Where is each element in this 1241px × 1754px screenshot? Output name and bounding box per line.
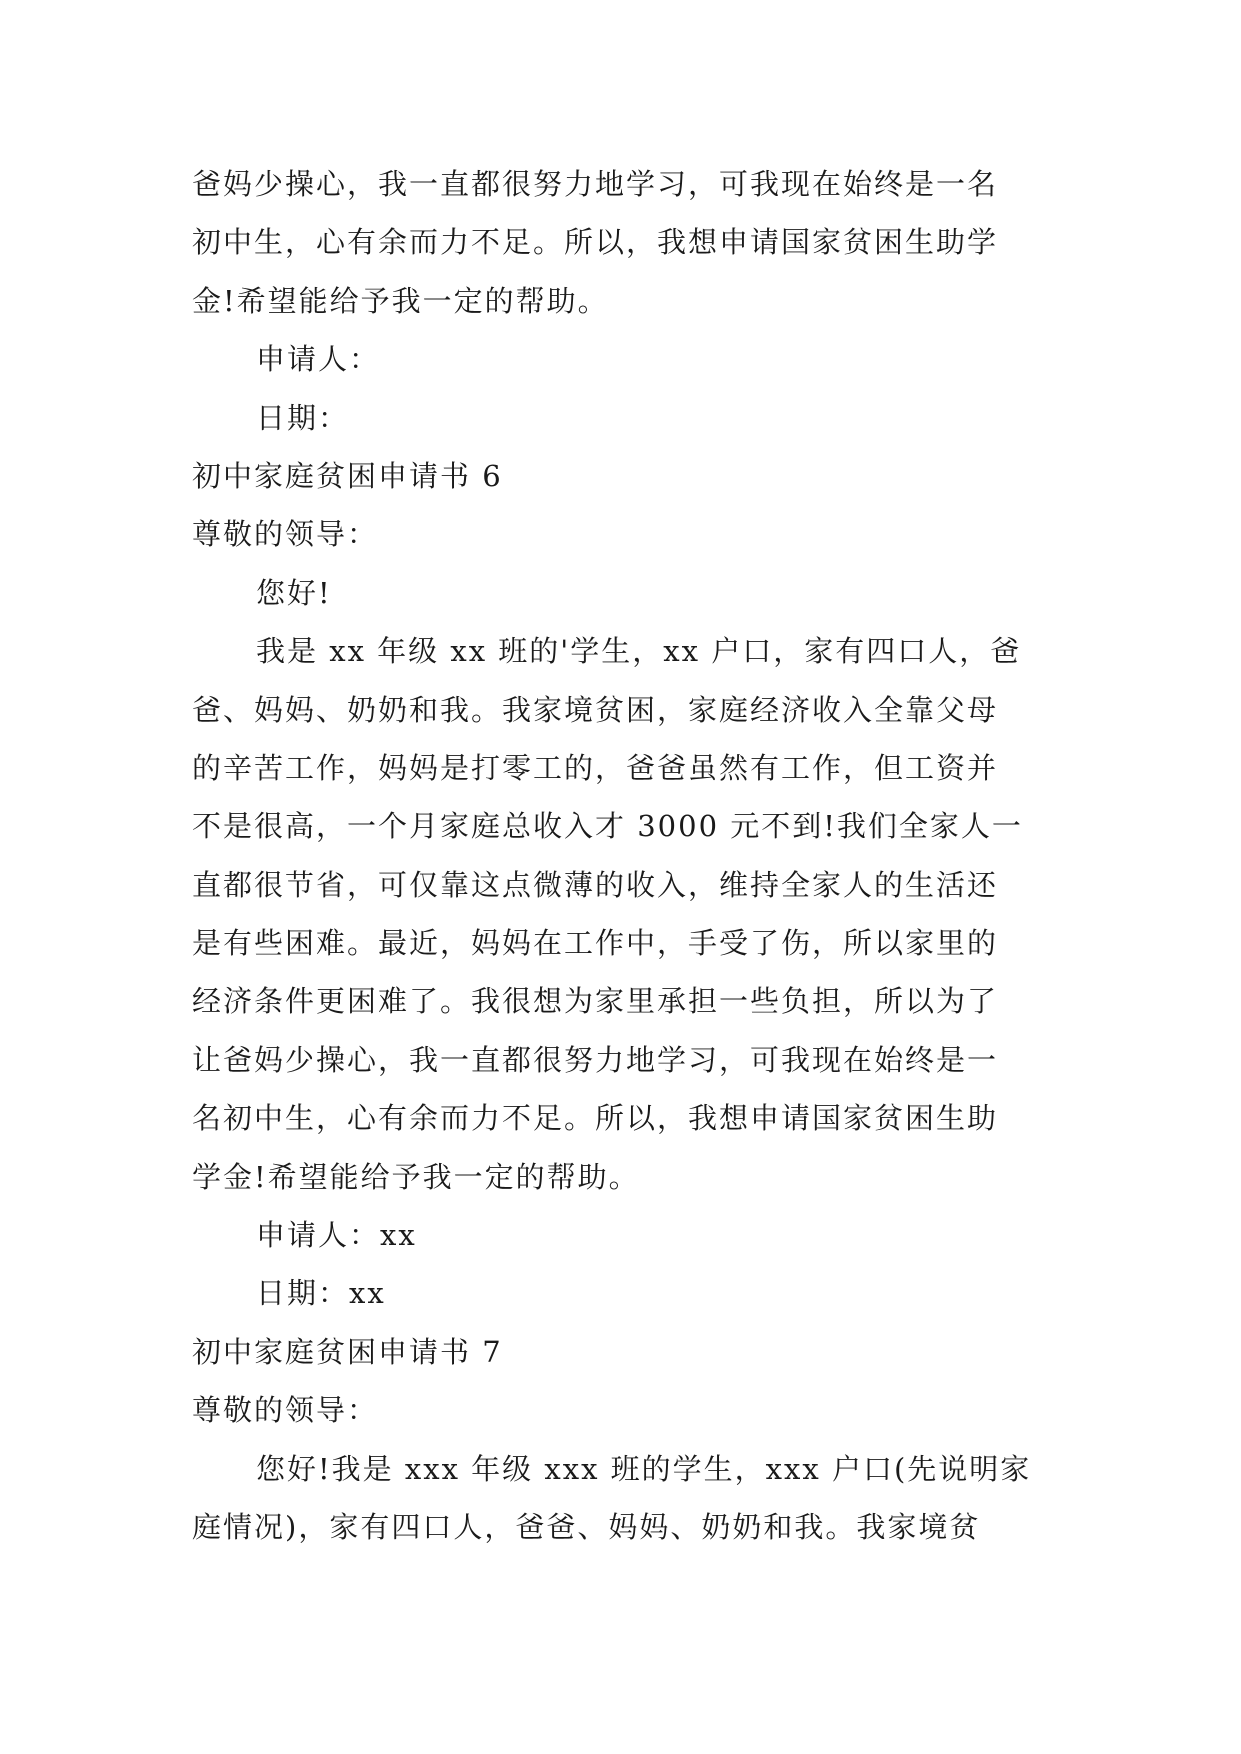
text-line: 爸、妈妈、奶奶和我。我家境贫困，家庭经济收入全靠父母	[192, 692, 999, 727]
greeting: 您好!	[256, 575, 332, 610]
text-line: 名初中生，心有余而力不足。所以，我想申请国家贫困生助	[192, 1101, 999, 1136]
text-line: 金!希望能给予我一定的帮助。	[192, 283, 609, 318]
date-line: 日期：	[256, 400, 350, 435]
salutation: 尊敬的领导：	[192, 517, 379, 552]
date-line: 日期：xx	[256, 1276, 386, 1311]
section-heading: 初中家庭贫困申请书 6	[192, 458, 503, 493]
text-line: 我是 xx 年级 xx 班的'学生，xx 户口，家有四口人，爸	[256, 634, 1022, 669]
text-line: 学金!希望能给予我一定的帮助。	[192, 1159, 640, 1194]
document-page	[192, 155, 1052, 1556]
section-heading: 初中家庭贫困申请书 7	[192, 1334, 503, 1369]
text-line: 不是很高，一个月家庭总收入才 3000 元不到!我们全家人一	[192, 809, 1023, 844]
text-line: 让爸妈少操心，我一直都很努力地学习，可我现在始终是一	[192, 1042, 999, 1077]
text-line: 直都很节省，可仅靠这点微薄的收入，维持全家人的生活还	[192, 867, 999, 902]
text-line: 庭情况)，家有四口人，爸爸、妈妈、奶奶和我。我家境贫	[192, 1509, 981, 1544]
applicant-line: 申请人：xx	[256, 1218, 417, 1253]
text-line: 的辛苦工作，妈妈是打零工的，爸爸虽然有工作，但工资并	[192, 750, 999, 785]
text-line: 初中生，心有余而力不足。所以，我想申请国家贫困生助学	[192, 225, 999, 260]
salutation: 尊敬的领导：	[192, 1393, 379, 1428]
text-line: 是有些困难。最近，妈妈在工作中，手受了伤，所以家里的	[192, 926, 999, 961]
applicant-line: 申请人：	[256, 342, 381, 377]
text-line: 经济条件更困难了。我很想为家里承担一些负担，所以为了	[192, 984, 999, 1019]
text-line: 您好!我是 xxx 年级 xxx 班的学生，xxx 户口(先说明家	[256, 1451, 1032, 1486]
text-line: 爸妈少操心，我一直都很努力地学习，可我现在始终是一名	[192, 167, 999, 201]
